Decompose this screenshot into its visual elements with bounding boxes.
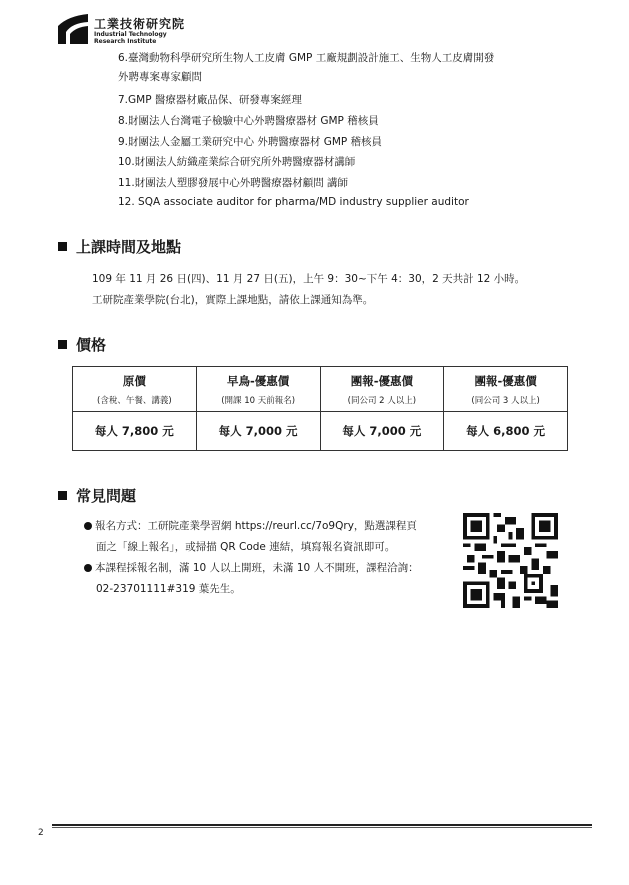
square-bullet-icon [58, 242, 67, 251]
footer-rule [52, 824, 592, 826]
faq-text: 報名方式：工研院產業學習網 https://reurl.cc/7o9Qry，點選課程頁 [95, 520, 417, 532]
faq-text: 面之「線上報名」，或掃描 QR Code 連結，填寫報名資訊即可。 [96, 541, 396, 553]
square-bullet-icon [58, 491, 67, 500]
price-header-cell [320, 367, 444, 412]
price-table [72, 366, 568, 451]
faq-text: 本課程採報名制，滿 10 人以上開班，未滿 10 人不開班，課程洽詢： [95, 562, 419, 574]
faq-registration [84, 519, 417, 533]
price-title: 早鳥-優惠價 [226, 373, 290, 388]
page-number: 2 [38, 828, 44, 838]
square-bullet-icon [58, 340, 67, 349]
section-title: 價格 [76, 336, 107, 354]
price-note: (含稅、午餐、講義) [97, 395, 172, 406]
price-header-cell [73, 367, 197, 412]
table-row [73, 367, 568, 412]
qr-code-icon[interactable] [463, 513, 558, 608]
price-value: 每人 7,000 元 [320, 412, 444, 451]
price-value: 每人 6,800 元 [444, 412, 568, 451]
schedule-location: 工研院產業學院(台北)，實際上課地點，請依上課通知為準。 [92, 294, 374, 306]
price-header-cell [196, 367, 320, 412]
list-item: 11.財團法人塑膠發展中心外聘醫療器材顧問 講師 [118, 177, 349, 189]
price-title: 原價 [122, 373, 146, 388]
list-item: 9.財團法人金屬工業研究中心 外聘醫療器材 GMP 稽核員 [118, 136, 383, 148]
list-item: 12. SQA associate auditor for pharma/MD industry supplier auditor [118, 196, 469, 208]
footer-rule [52, 827, 592, 828]
list-item: 8.財團法人台灣電子檢驗中心外聘醫療器材 GMP 稽核員 [118, 115, 379, 127]
list-item: 10.財團法人紡織產業綜合研究所外聘醫療器材講師 [118, 156, 356, 168]
schedule-time: 109 年 11 月 26 日(四)、11 月 27 日(五)，上午 9：30~下午 4：30，2 天共計 12 小時。 [92, 273, 526, 285]
list-item: 外聘專案專家顧問 [118, 71, 202, 83]
price-header-cell [444, 367, 568, 412]
price-value: 每人 7,000 元 [196, 412, 320, 451]
bullet-icon [84, 522, 92, 530]
section-heading-faq [58, 485, 136, 506]
org-name-en-line1: Industrial Technology [94, 31, 167, 38]
price-title: 團報-優惠價 [350, 373, 414, 388]
section-title: 常見問題 [76, 487, 137, 505]
price-value: 每人 7,800 元 [73, 412, 197, 451]
faq-enrollment [84, 561, 419, 575]
price-note: (開課 10 天前報名) [221, 395, 296, 406]
bullet-icon [84, 564, 92, 572]
price-note: (同公司 2 人以上) [347, 395, 417, 406]
table-row [73, 412, 568, 451]
list-item: 6.臺灣動物科學研究所生物人工皮膚 GMP 工廠規劃設計施工、生物人工皮膚開發 [118, 52, 495, 64]
list-item: 7.GMP 醫療器材廠品保、研發專案經理 [118, 94, 302, 106]
section-heading-schedule [58, 236, 181, 257]
section-title: 上課時間及地點 [76, 238, 182, 256]
price-note: (同公司 3 人以上) [471, 395, 540, 406]
faq-contact: 02-23701111#319 葉先生。 [96, 583, 241, 595]
org-name-zh: 工業技術研究院 [94, 17, 186, 31]
itri-logo-icon [58, 14, 88, 44]
org-name-en-line2: Research Institute [94, 38, 157, 45]
section-heading-pricing [58, 334, 106, 355]
price-title: 團報-優惠價 [474, 373, 537, 388]
